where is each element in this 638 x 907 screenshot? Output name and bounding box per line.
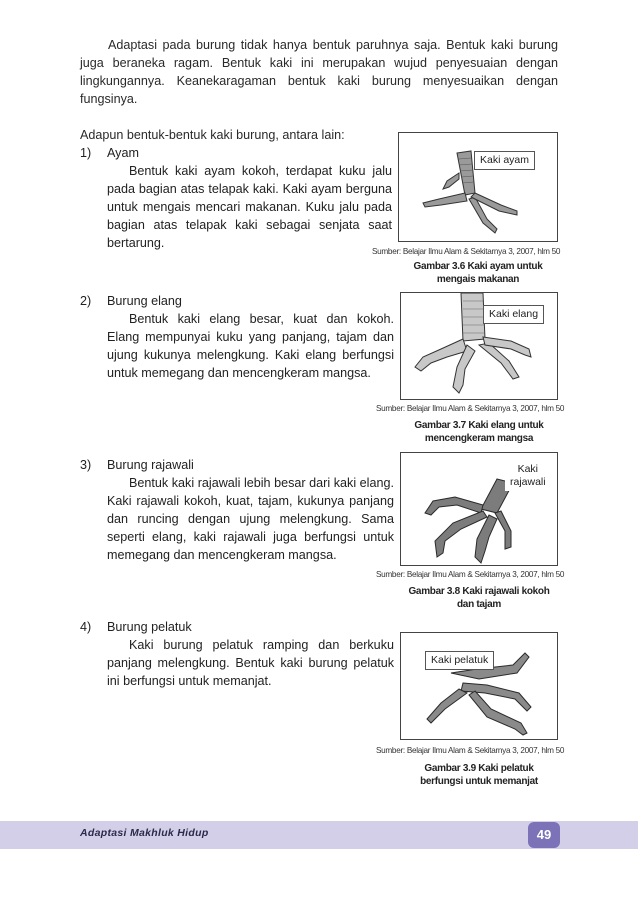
section-title: Ayam [107,146,139,160]
section-text: Bentuk kaki rajawali lebih besar dari kaki elang. Kaki rajawali kokoh, kuat, tajam, kukunya panjang dan runcing dengan ujung melengkung. Sama seperti elang, kaki rajawali juga berfungsi untuk memegang dan mencengkeram mangsa. [107,476,394,562]
figure-kaki-ayam [398,132,558,242]
intro-paragraph: Adaptasi pada burung tidak hanya bentuk paruhnya saja. Bentuk kaki burung juga beraneka ragam. Bentuk kaki ini merupakan wujud penyesuaian dengan lingkungannya. Keanekaragaman bentuk kaki burung menyesuaikan dengan fungsinya. [80,38,558,106]
woodpecker-foot-illustration [401,633,558,740]
section-title: Burung rajawali [107,458,194,472]
page-number-badge: 49 [528,822,560,848]
figure-source: Sumber: Belajar Ilmu Alam & Sekitarnya 3, 2007, hlm 50 [376,404,565,413]
figure-caption: Gambar 3.8 Kaki rajawali kokoh dan tajam [408,586,550,610]
figure-source: Sumber: Belajar Ilmu Alam & Sekitarnya 3, 2007, hlm 50 [372,247,561,256]
section-title: Burung elang [107,294,182,308]
figure-caption: Gambar 3.6 Kaki ayam untuk mengais makanan [413,261,543,285]
figure-kaki-elang [400,292,558,400]
list-intro: Adapun bentuk-bentuk kaki burung, antara lain: [80,128,345,142]
figure-kaki-pelatuk [400,632,558,740]
callout-label: Kaki rajawali [505,461,551,491]
footer-title: Adaptasi Makhluk Hidup [80,827,209,839]
section-number: 3) [80,458,92,472]
chicken-foot-illustration [399,133,558,242]
section-number: 1) [80,146,92,160]
section-number: 4) [80,620,92,634]
section-text: Bentuk kaki elang besar, kuat dan kokoh. Elang mempunyai kuku yang panjang, tajam dan ujung kukunya melengkung. Kaki elang berfungsi untuk memegang dan mencengkeram mangsa. [107,312,394,380]
figure-source: Sumber: Belajar Ilmu Alam & Sekitarnya 3, 2007, hlm 50 [376,570,565,579]
section-number: 2) [80,294,92,308]
callout-label: Kaki pelatuk [425,651,494,670]
figure-source: Sumber: Belajar Ilmu Alam & Sekitarnya 3, 2007, hlm 50 [376,746,565,755]
figure-kaki-rajawali [400,452,558,566]
section-text: Kaki burung pelatuk ramping dan berkuku panjang melengkung. Bentuk kaki burung pelatuk ini berfungsi untuk memanjat. [107,638,394,688]
section-text: Bentuk kaki ayam kokoh, terdapat kuku jalu pada bagian atas telapak kaki. Kaki ayam berguna untuk mengais mencari makanan. Kuku jalu pada bagian atas telapak kaki sebagai senjata saat bertarung. [107,164,392,250]
callout-label: Kaki elang [483,305,544,324]
figure-caption: Gambar 3.9 Kaki pelatuk berfungsi untuk memanjat [420,763,538,787]
section-title: Burung pelatuk [107,620,192,634]
callout-label: Kaki ayam [474,151,535,170]
figure-caption: Gambar 3.7 Kaki elang untuk mencengkeram mangsa [414,420,544,444]
